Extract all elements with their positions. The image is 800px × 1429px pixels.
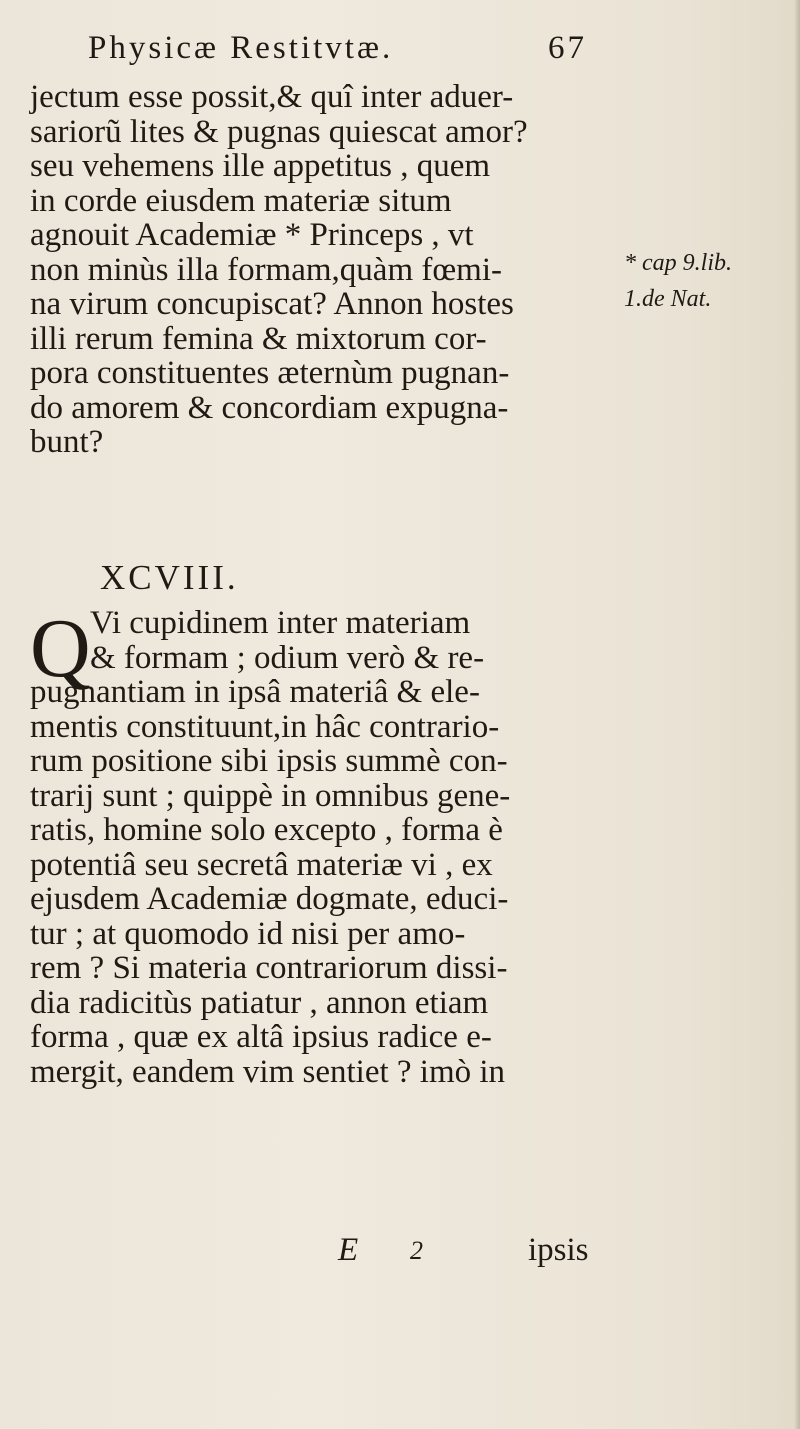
- running-head: [88, 30, 628, 67]
- paragraph-1: [30, 80, 610, 460]
- page-edge-shadow: [794, 0, 800, 1429]
- text-line: mergit, eandem vim sentiet ? imò in: [30, 1053, 506, 1090]
- text-line: bunt?: [30, 424, 104, 460]
- margin-note-line-2: 1.de Nat.: [624, 286, 712, 312]
- text-line: & formam ; odium verò & re-: [90, 639, 485, 676]
- text-line: potentiâ seu secretâ materiæ vi , ex: [30, 846, 493, 883]
- text-line: illi rerum femina & mixtorum cor-: [30, 320, 487, 357]
- text-line: pugnantiam in ipsâ materiâ & ele-: [30, 674, 480, 710]
- text-line: dia radicitùs patiatur , annon etiam: [30, 984, 489, 1021]
- page-number: 67: [548, 30, 587, 66]
- text-line: Vi cupidinem inter materiam: [90, 605, 471, 641]
- text-line: in corde eiusdem materiæ situm: [30, 182, 452, 219]
- text-line: trarij sunt ; quippè in omnibus gene-: [30, 777, 511, 814]
- text-line: seu vehemens ille appetitus , quem: [30, 148, 491, 184]
- text-line: forma , quæ ex altâ ipsius radice e-: [30, 1019, 492, 1055]
- text-line: na virum concupiscat? Annon hostes: [30, 286, 514, 322]
- text-line: rum positione sibi ipsis summè con-: [30, 743, 508, 779]
- text-line: ratis, homine solo excepto , forma è: [30, 812, 503, 848]
- text-line: do amorem & concordiam expugna-: [30, 389, 509, 426]
- section-heading: XCVIII.: [100, 558, 239, 597]
- text-line: rem ? Si materia contrariorum dissi-: [30, 950, 508, 986]
- drop-cap: Q: [30, 602, 91, 695]
- text-line: mentis constituunt,in hâc contrario-: [30, 708, 500, 745]
- text-line: sariorũ lites & pugnas quiescat amor?: [30, 113, 528, 150]
- text-line: ejusdem Academiæ dogmate, educi-: [30, 881, 509, 917]
- text-line: non minùs illa formam,quàm fœmi-: [30, 251, 503, 288]
- margin-note-line-1: * cap 9.lib.: [624, 250, 732, 276]
- footer-line: [30, 1232, 610, 1266]
- catchword: ipsis: [528, 1232, 589, 1268]
- running-head-title: Physicæ Restitvtæ.: [88, 30, 394, 66]
- paragraph-2: [30, 602, 610, 1090]
- signature-number: 2: [410, 1236, 423, 1265]
- text-line: pora constituentes æternùm pugnan-: [30, 355, 510, 391]
- text-line: jectum esse possit,& quî inter aduer-: [30, 79, 514, 115]
- text-line: tur ; at quomodo id nisi per amo-: [30, 915, 466, 952]
- signature-mark: E: [338, 1232, 359, 1268]
- text-line: agnouit Academiæ * Princeps , vt: [30, 217, 474, 253]
